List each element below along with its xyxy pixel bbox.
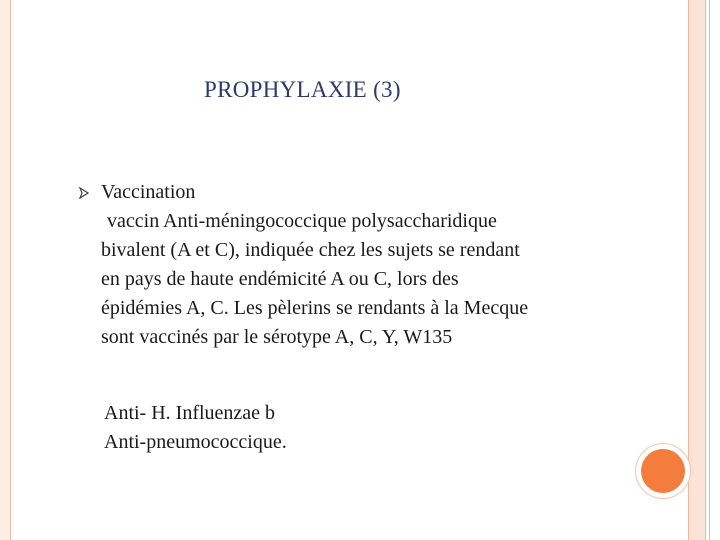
arrow-bullet-icon-svg bbox=[79, 187, 89, 199]
slide-title: PROPHYLAXIE (3) bbox=[204, 77, 401, 102]
bullet-paragraph bbox=[101, 207, 639, 352]
orange-circle-icon bbox=[641, 449, 685, 493]
paragraph-line: épidémies A, C. Les pèlerins se rendants à la Mecque bbox=[101, 297, 529, 319]
extra-line: Anti- H. Influenzae b bbox=[104, 402, 276, 424]
bullet-item bbox=[79, 178, 639, 207]
extra-line: Anti-pneumococcique. bbox=[104, 431, 287, 453]
paragraph-line: bivalent (A et C), indiquée chez les sujets se rendant bbox=[101, 239, 520, 261]
paragraph-line: en pays de haute endémicité A ou C, lors des bbox=[101, 268, 459, 290]
paragraph-line: sont vaccinés par le sérotype A, C, Y, W135 bbox=[101, 326, 453, 348]
extra-vaccines bbox=[104, 399, 287, 457]
bullet-heading: Vaccination bbox=[101, 181, 196, 203]
arrow-bullet-icon bbox=[79, 178, 101, 207]
paragraph-line: vaccin Anti-méningococcique polysaccharidique bbox=[107, 210, 497, 232]
slide-content bbox=[79, 178, 639, 352]
left-decor-strip bbox=[0, 0, 10, 540]
right-decor-strip bbox=[688, 0, 706, 540]
